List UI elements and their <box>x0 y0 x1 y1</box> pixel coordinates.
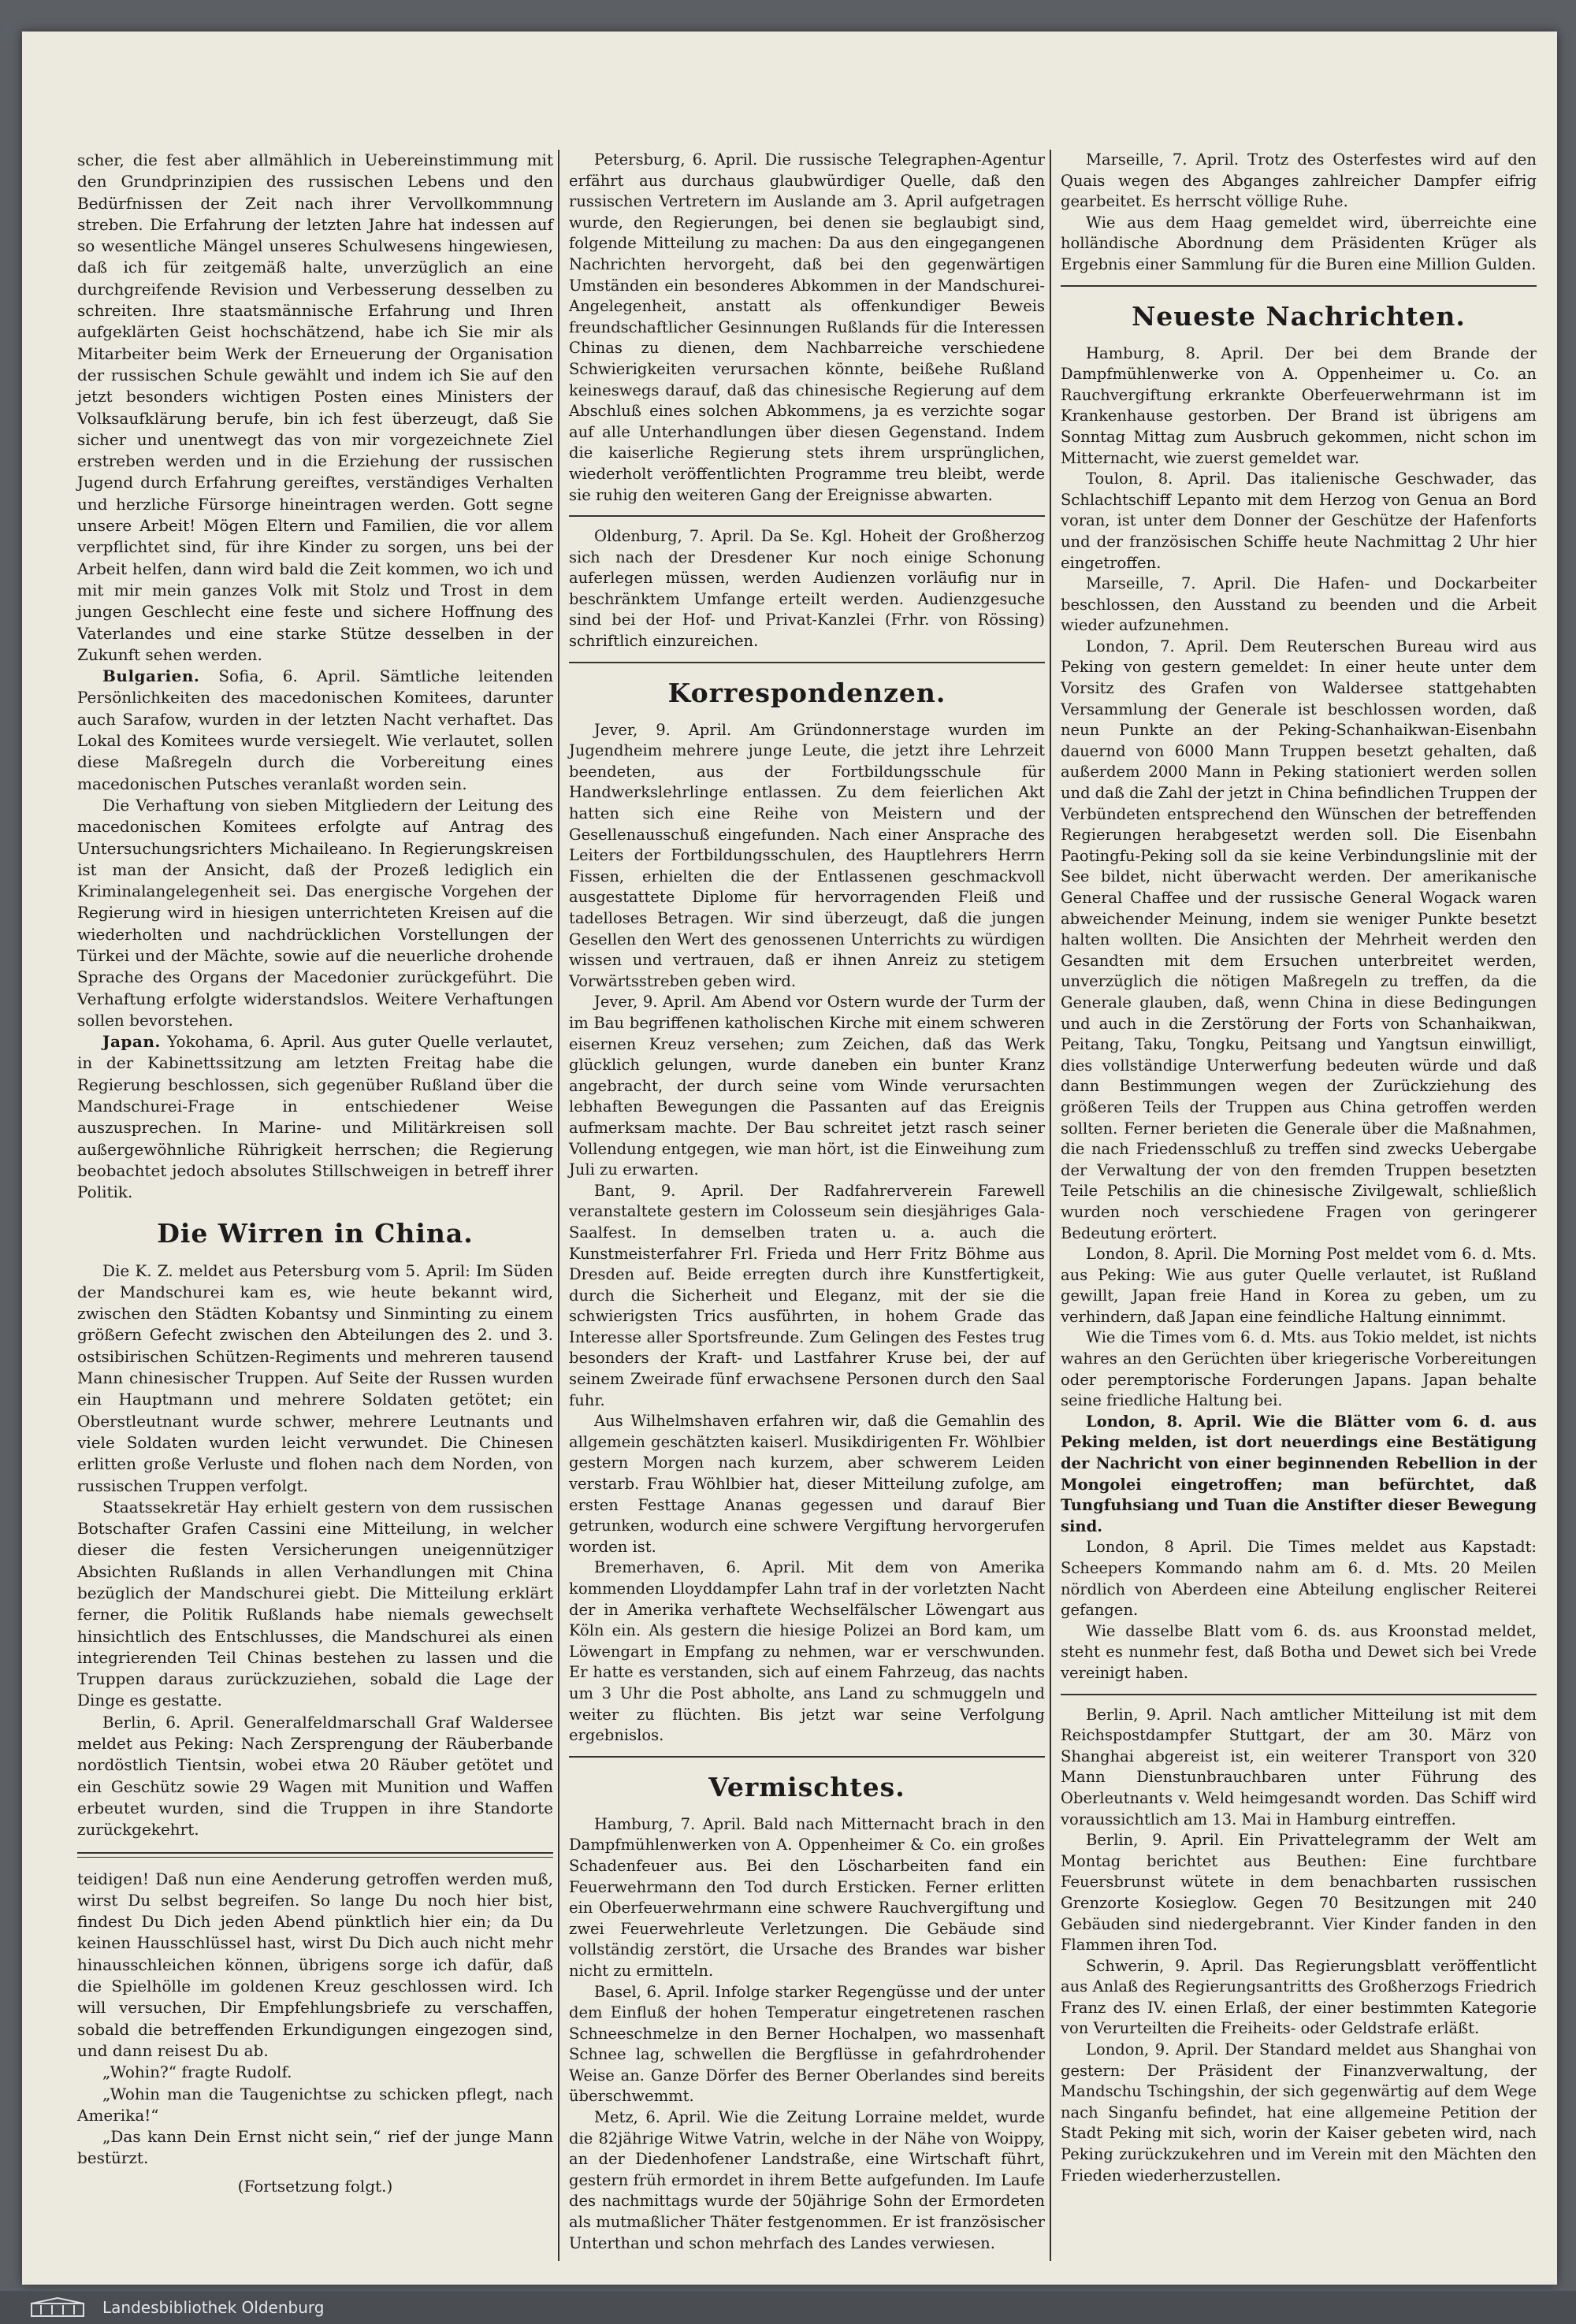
article-paragraph: Petersburg, 6. April. Die russische Telegraphen-Agentur erfährt aus durchaus glaubwürdiger Quelle, daß den russischen Vertretern im Auslande am 3. April aufgetragen wurde, den Regierungen, bei denen sie beglaubigt sind, folgende Mitteilung zu machen: Da aus den eingegangenen Nachrichten hervorgeht, daß bei den gegenwärtigen Umständen ein besonderes Abkommen in der Mandschurei-Angelegenheit, anstatt als offenkundiger Beweis freundschaftlicher Gesinnungen Rußlands für die Interessen Chinas zu dienen, dem Nachbarreiche verschiedene Schwierigkeiten verursachen könnte, beißehe Rußland keineswegs darauf, daß das chinesische Regierung auf dem Abschluß eines solchen Abkommens, ja es verzichte sogar auf alle Unterhandlungen über diesen Gegenstand. Indem die kaiserliche Regierung stets ihrem ursprünglichen, wiederholt veröffentlichten Programme treu bleibt, werde sie ruhig den weiteren Gang der Ereignisse abwarten. <box>569 150 1045 504</box>
divider <box>569 1756 1045 1758</box>
divider <box>569 515 1045 517</box>
article-paragraph: Berlin, 9. April. Ein Privattelegramm der Welt am Montag berichtet aus Beuthen: Eine furchtbare Feuersbrunst wütete in dem benachbarten russischen Grenzorte Kosieglow. Gegen 70 Besitzungen mit 240 Gebäuden sind niedergebrannt. Vier Kinder fanden in den Flammen ihren Tod. <box>1061 1831 1537 1955</box>
article-paragraph: Metz, 6. April. Wie die Zeitung Lorraine meldet, wurde die 82jährige Witwe Vatrin, welche in der Nähe von Woippy, an der Diedenhofener Landstraße, eine Wirtschaft führt, gestern früh ermordet in ihrem Bette aufgefunden. Im Laufe des nachmittags wurde der 50jährige Sohn der Ermordeten als mutmaßlicher Thäter festgenommen. Er ist französischer Unterthan und schon mehrfach des Landes verwiesen. <box>569 2108 1045 2252</box>
section-heading: Vermischtes. <box>708 1771 905 1802</box>
article-paragraph: Die Verhaftung von sieben Mitgliedern der Leitung des macedonischen Komitees erfolgte auf Antrag des Untersuchungsrichters Michaileano. In Regierungskreisen ist man der Ansicht, daß der Prozeß lediglich ein Kriminalangelegenheit sei. Das energische Vorgehen der Regierung wird in hiesigen unterrichteten Kreisen auf die wiederholten und nachdrücklichen Vorstellungen der Türkei und der Mächte, sowie auf die neuerliche drohende Sprache des Organs der Macedonier zurückgeführt. Die Verhaftung erfolgte widerstandslos. Weitere Verhaftungen sollen bevorstehen. <box>77 795 553 1030</box>
article-paragraph: Wie aus dem Haag gemeldet wird, überreichte eine holländische Abordnung dem Präsidenten Krüger als Ergebnis einer Sammlung für die Buren eine Million Gulden. <box>1061 213 1537 273</box>
article-paragraph: Jever, 9. April. Am Gründonnerstage wurden im Jugendheim mehrere junge Leute, die jetzt ihre Lehrzeit beendeten, aus der Fortbildungsschule für Handwerkslehrlinge entlassen. Zu dem feierlichen Akt hatten sich eine Reihe von Meistern und der Gesellenausschuß eingefunden. Nach einer Ansprache des Leiters der Fortbildungsschulen, des Hauptlehrers Herrn Fissen, erhielten die der Entlassenen geschmackvoll ausgestattete Diplome für hervorragenden Fleiß und tadelloses Betragen. Wir sind überzeugt, daß die jungen Gesellen den Wert des genossenen Unterrichts zu würdigen wissen und vertrauen, daß er ihnen Anreiz zu stetigem Vorwärtsstreben geben wird. <box>569 720 1045 990</box>
feuilleton-paragraph: teidigen! Daß nun eine Aenderung getroffen werden muß, wirst Du selbst begreifen. So lange Du noch hier bist, findest Du Dich jeden Abend pünktlich hier ein; da Du keinen Hausschlüssel hast, wirst Du Dich auch nicht mehr hinausschleichen können, übrigens sorge ich dafür, daß die Spielhölle im goldenen Kreuz geschlossen wird. Ich will versuchen, Dir Empfehlungsbriefe zu verschaffen, sobald die betreffenden Erkundigungen eingezogen sind, und dann reisest Du ab. <box>77 1869 553 2060</box>
column-rule <box>1050 150 1051 2261</box>
article-paragraph: Wie die Times vom 6. d. Mts. aus Tokio meldet, ist nichts wahres an den Gerüchten über kriegerische Vorbereitungen oder peremptorische Forderungen Japans. Japan behalte seine friedliche Haltung bei. <box>1061 1328 1537 1410</box>
article-paragraph: Marseille, 7. April. Trotz des Osterfestes wird auf den Quais wegen des Abganges zahlreicher Dampfer eifrig gearbeitet. Es herrscht völlige Ruhe. <box>1061 150 1537 211</box>
divider <box>1061 1694 1537 1695</box>
section-heading: Korrespondenzen. <box>667 677 946 708</box>
article-paragraph: Wie dasselbe Blatt vom 6. ds. aus Kroonstad meldet, steht es nunmehr fest, daß Botha und Dewet sich bei Vrede vereinigt haben. <box>1061 1621 1537 1682</box>
article-paragraph: Bulgarien. Sofia, 6. April. Sämtliche leitenden Persönlichkeiten des macedonischen Komitees, darunter auch Sarafow, wurden in der letzten Nacht verhaftet. Das Lokal des Komitees wurde versiegelt. Wie verlautet, sollen diese Maßregeln durch die Vorbereitung eines macedonischen Putsches veranlaßt worden sein. <box>77 666 553 793</box>
article-paragraph: London, 8. April. Die Morning Post meldet vom 6. d. Mts. aus Peking: Wie aus guter Quelle verlautet, ist Rußland gewillt, Japan freie Hand in Korea zu geben, um zu verhindern, daß Japan eine feindliche Haltung einnimmt. <box>1061 1245 1537 1326</box>
article-paragraph: Jever, 9. April. Am Abend vor Ostern wurde der Turm der im Bau begriffenen katholischen Kirche mit einem schweren eisernen Kreuz versehen; zum Zeichen, daß das Werk glücklich gelungen, wurde daneben ein bunter Kranz angebracht, der durch seine vom Winde verursachten lebhaften Bewegungen die Passanten auf das Ereignis aufmerksam machte. Der Bau schreitet jetzt rasch seiner Vollendung entgegen, wie man hört, ist die Einweihung zum Juli zu erwarten. <box>569 993 1045 1179</box>
article-paragraph: London, 9. April. Der Standard meldet aus Shanghai von gestern: Der Präsident der Finanzverwaltung, der Mandschu Tschingshin, der sich gegenwärtig auf dem Wege nach Singanfu befindet, hat eine allgemeine Petition der Stadt Peking mit sich, worin der Kaiser gebeten wird, nach Peking zurückzukehren und im Verein mit den Mächten den Frieden wiederherzustellen. <box>1061 2040 1537 2185</box>
article-paragraph: London, 8. April. Wie die Blätter vom 6. d. aus Peking melden, ist dort neuerdings eine Bestätigung der Nachricht von einer beginnenden Rebellion in der Mongolei eingetroffen; man befürchtet, daß Tungfuhsiang und Tuan die Anstifter dieser Bewegung sind. <box>1061 1412 1537 1535</box>
feuilleton-paragraph: „Das kann Dein Ernst nicht sein,“ rief der junge Mann bestürzt. <box>77 2127 553 2168</box>
article-paragraph: London, 8 April. Die Times meldet aus Kapstadt: Scheepers Kommando nahm am 6. d. Mts. 20 Meilen nördlich von Aberdeen eine Abteilung englischer Reiterei gefangen. <box>1061 1538 1537 1620</box>
article-paragraph: Berlin, 9. April. Nach amtlicher Mitteilung ist mit dem Reichspostdampfer Stuttgart, der am 30. März von Shanghai abgereist ist, ein weiterer Transport von 320 Mann Dienstunbrauchbaren unter Führung des Oberleutnants v. Weld heimgesandt worden. Das Schiff wird voraussichtlich am 13. Mai in Hamburg eintreffen. <box>1061 1705 1537 1828</box>
article-paragraph: Marseille, 7. April. Die Hafen- und Dockarbeiter beschlossen, den Ausstand zu beenden und die Arbeit wieder aufzunehmen. <box>1061 574 1537 635</box>
newspaper-page <box>22 32 1557 2285</box>
feuilleton-paragraph: „Wohin?“ fragte Rudolf. <box>102 2062 292 2082</box>
section-heading: Neueste Nachrichten. <box>1132 300 1466 332</box>
article-paragraph: scher, die fest aber allmählich in Uebereinstimmung mit den Grundprinzipien des russischen Lebens und den Bedürfnissen der Zeit nach ihrer Vervollkommnung streben. Die Erfahrung der letzten Jahre hat indessen auf so wesentliche Mängel unseres Schulwesens hingewiesen, daß ich für zeitgemäß halte, unverzüglich an eine durchgreifende Revision und Verbesserung desselben zu schreiten. Ihre staatsmännische Erfahrung und Ihren aufgeklärten Geist hochschätzend, habe ich Sie mir als Mitarbeiter beim Werk der Erneuerung der Organisation der russischen Schule gewählt und indem ich Sie auf den jetzt besonders wichtigen Posten eines Ministers der Volksaufklärung berufe, bin ich fest überzeugt, daß Sie sicher und unentwegt das von mir vorgezeichnete Ziel erstreben werden und in die Erziehung der russischen Jugend durch Erfahrung gereiftes, verständiges Verhalten und herzliche Fürsorge hineintragen werden. Gott segne unsere Arbeit! Mögen Eltern und Familien, die vor allem verpflichtet sind, für ihre Kinder zu sorgen, uns bei der Arbeit helfen, dann wird bald die Zeit kommen, wo ich und mit mir mein ganzes Volk mit Stolz und Trost in dem jungen Geschlecht eine feste und sichere Hoffnung des Vaterlandes und eine starke Stütze desselben in der Zukunft sehen werden. <box>77 150 553 664</box>
library-building-icon <box>30 2297 85 2318</box>
library-name: Landesbibliothek Oldenburg <box>102 2298 325 2317</box>
divider <box>569 662 1045 663</box>
article-paragraph: Bant, 9. April. Der Radfahrerverein Farewell veranstaltete gestern im Colosseum sein diesjähriges Gala-Saalfest. In demselben traten u. a. auch die Kunstmeisterfahrer Frl. Frieda und Herr Fritz Böhme aus Dresden auf. Beide erregten durch ihre Kunstfertigkeit, durch die Sicherheit und Eleganz, mit der sie die schwierigsten Trics ausführten, in hohem Grade das Interesse aller Sportsfreunde. Zum Gelingen des Festes trug besonders der Kraft- und Lastfahrer Kruse bei, der auf seinem Zweirade fünf erwachsene Personen durch den Saal fuhr. <box>569 1181 1045 1409</box>
library-footer <box>0 2291 1576 2324</box>
feuilleton-divider <box>77 1852 553 1858</box>
feuilleton-paragraph: „Wohin man die Taugenichtse zu schicken pflegt, nach Amerika!“ <box>77 2084 553 2125</box>
article-paragraph: Hamburg, 7. April. Bald nach Mitternacht brach in den Dampfmühlenwerken von A. Oppenheimer & Co. ein großes Schadenfeuer aus. Bei den Löscharbeiten fand ein Feuerwehrmann den Tod durch Ersticken. Ferner erlitten ein Oberfeuerwehrmann eine schwere Rauchvergiftung und zwei Feuerwehrleute Verletzungen. Die Gebäude sind vollständig zerstört, die Ursache des Brandes war bisher nicht zu ermitteln. <box>569 1814 1045 1980</box>
article-paragraph: Oldenburg, 7. April. Da Se. Kgl. Hoheit der Großherzog sich nach der Dresdener Kur noch einige Schonung auferlegen müssen, werden Audienzen vorläufig nur in beschränktem Umfange erteilt werden. Audienzgesuche sind bei der Hof- und Privat-Kanzlei (Frhr. von Rössing) schriftlich einzureichen. <box>569 527 1045 651</box>
continuation-note: (Fortsetzung folgt.) <box>237 2176 393 2196</box>
article-paragraph: London, 7. April. Dem Reuterschen Bureau wird aus Peking von gestern gemeldet: In einer heute unter dem Vorsitz des Grafen von Waldersee stattgehabten Versammlung der Generale ist beschlossen worden, daß neun Punkte an der Peking-Schanhaikwan-Eisenbahn dauernd von 6000 Mann Truppen besetzt gehalten, daß außerdem 2000 Mann in Peking stationiert werden sollen und daß die Zahl der jetzt in China befindlichen Truppen der Verbündeten entsprechend den Wünschen der betreffenden Regierungen herabgesetzt werden soll. Die Eisenbahn Paotingfu-Peking soll da sie keine Verbindungslinie mit der See bildet, nicht überwacht werden. Der amerikanische General Chaffee und der russische General Wogack waren abweichender Meinung, indem sie weniger Punkte besetzt halten wollten. Die Ansichten der Mehrheit werden den Gesandten mit dem Ersuchen unterbreitet werden, unverzüglich die nötigen Maßregeln zu treffen, da die Generale glauben, daß, wenn China in diese Bedingungen und auch in die Zerstörung der Forts von Schanhaikwan, Peitang, Taku, Tongku, Peitsang und Yangtsun einwilligt, dies vollständige Unterwerfung bedeuten würde und daß dann Bestimmungen wegen der Zurückziehung des größeren Teils der Truppen aus China getroffen werden sollten. Ferner berieten die Generale über die Maßnahmen, die nach Friedensschluß zu treffen sind zwecks Uebergabe der Verwaltung der von den fremden Truppen besetzten Teile Petschilis an die chinesische Zivilgewalt, schließlich wurden noch verschiedene Fragen von geringerer Bedeutung erörtert. <box>1061 637 1537 1242</box>
article-paragraph: Die K. Z. meldet aus Petersburg vom 5. April: Im Süden der Mandschurei kam es, wie heute bekannt wird, zwischen den Städten Kobantsy und Sinminting zu einem größern Gefecht zwischen den Abteilungen des 2. und 3. ostsibirischen Schützen-Regiments und mehreren tausend Mann chinesischer Truppen. Auf Seite der Russen wurden ein Hauptmann und mehrere Soldaten getötet; ein Oberstleutnant wurde schwer, mehrere Leutnants und viele Soldaten wurden leicht verwundet. Die Chinesen erlitten große Verluste und flohen nach dem Norden, von russischen Truppen verfolgt. <box>77 1260 553 1495</box>
article-paragraph: Aus Wilhelmshaven erfahren wir, daß die Gemahlin des allgemein geschätzten kaiserl. Musikdirigenten Fr. Wöhlbier gestern Morgen nach kurzem, aber schwerem Leiden verstarb. Frau Wöhlbier hat, dieser Mitteilung zufolge, am ersten Festtage Ananas gegessen und darauf Bier getrunken, wodurch eine schwere Vergiftung hervorgerufen worden ist. <box>569 1412 1045 1556</box>
divider <box>1061 285 1537 287</box>
article-lead: Bulgarien. <box>102 666 200 686</box>
article-paragraph: Basel, 6. April. Infolge starker Regengüsse und der unter dem Einfluß der hohen Temperatur eingetretenen raschen Schneeschmelze in den Berner Hochalpen, wo massenhaft Schnee lag, schwellen die Bergflüsse in gefahrdrohender Weise an. Ganze Dörfer des Berner Oberlandes sind bereits überschwemmt. <box>569 1982 1045 2106</box>
section-heading: Die Wirren in China. <box>157 1217 474 1249</box>
article-paragraph: Berlin, 6. April. Generalfeldmarschall Graf Waldersee meldet aus Peking: Nach Zersprengung der Räuberbande nordöstlich Tientsin, wobei etwa 20 Räuber getötet und ein Geschütz sowie 29 Wagen mit Munition und Waffen erbeutet wurden, sind die Truppen in ihre Standorte zurückgekehrt. <box>77 1712 553 1840</box>
article-paragraph: Japan. Yokohama, 6. April. Aus guter Quelle verlautet, in der Kabinettssitzung am letzten Freitag habe die Regierung beschlossen, sich gegenüber Rußland über die Mandschurei-Frage in entschiedener Weise auszusprechen. In Marine- und Militärkreisen soll außergewöhnliche Rührigkeit herrschen; die Regierung beobachtet jedoch absolutes Stillschweigen in betreff ihrer Politik. <box>77 1032 553 1202</box>
article-lead: Japan. <box>102 1032 161 1052</box>
column-rule <box>558 150 559 2261</box>
article-paragraph: Toulon, 8. April. Das italienische Geschwader, das Schlachtschiff Lepanto mit dem Herzog von Genua an Bord voran, ist unter dem Donner der Geschütze der Hafenforts und der französischen Schiffe heute Nachmittag 2 Uhr hier eingetroffen. <box>1061 470 1537 572</box>
article-paragraph: Bremerhaven, 6. April. Mit dem von Amerika kommenden Lloyddampfer Lahn traf in der vorletzten Nacht der in Amerika verhaftete Wechselfälscher Löwengart aus Köln ein. Als gestern die hiesige Polizei an Bord kam, um Löwengart in Empfang zu nehmen, war er verschwunden. Er hatte es verstanden, sich auf einem Fahrzeug, das nachts um 3 Uhr die Post abholte, ans Land zu schmuggeln und weiter zu flüchten. Bis jetzt war seine Verfolgung ergebnislos. <box>569 1558 1045 1745</box>
article-paragraph: Hamburg, 8. April. Der bei dem Brande der Dampfmühlenwerke von A. Oppenheimer u. Co. an Rauchvergiftung erkrankte Oberfeuerwehrmann ist im Krankenhause gestorben. Der Brand ist übrigens am Sonntag Mittag zum Ausbruch gekommen, nicht schon im Mitternacht, wie zuerst gemeldet war. <box>1061 343 1537 467</box>
column-1 <box>77 150 553 2197</box>
article-paragraph: Schwerin, 9. April. Das Regierungsblatt veröffentlicht aus Anlaß des Regierungsantritts des Großherzogs Friedrich Franz des IV. einen Erlaß, der einer bestimmten Kategorie von Verurteilten die Freiheits- oder Geldstrafe erläßt. <box>1061 1956 1537 2038</box>
column-2 <box>569 150 1045 2254</box>
column-3 <box>1061 150 1537 2186</box>
article-paragraph: Staatssekretär Hay erhielt gestern von dem russischen Botschafter Grafen Cassini eine Mitteilung, in welcher dieser die festen Versicherungen uneigennütziger Absichten Rußlands in allen Verhandlungen mit China bezüglich der Mandschurei giebt. Die Mitteilung erklärt ferner, die Politik Rußlands habe niemals gewechselt hinsichtlich des Entschlusses, die Mandschurei als einen integrierenden Teil Chinas bestehen zu lassen und die Truppen daraus zurückzuziehen, sobald die Lage der Dinge es gestatte. <box>77 1497 553 1710</box>
